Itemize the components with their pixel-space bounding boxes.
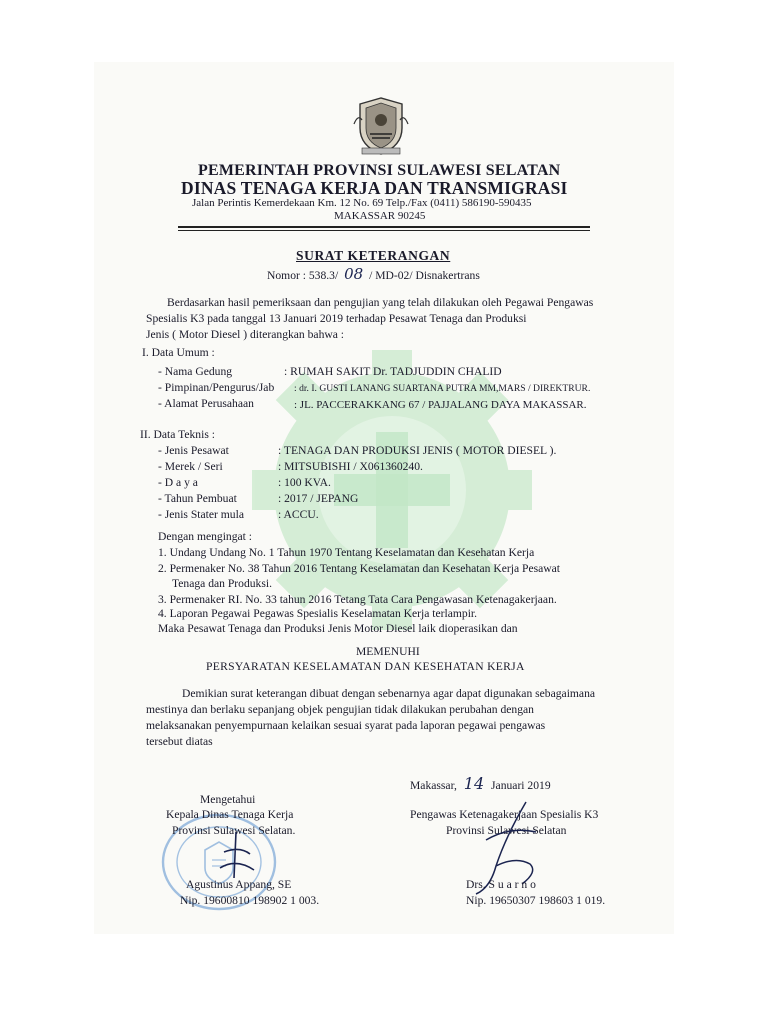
letterhead-rule-thick — [178, 226, 590, 228]
considering-conclusion: Maka Pesawat Tenaga dan Produksi Jenis Motor Diesel laik dioperasikan dan — [158, 622, 518, 635]
intro-line-1: Berdasarkan hasil pemeriksaan dan pengujian yang telah dilakukan oleh Pegawai Pengawas — [167, 296, 594, 309]
technical-label-starter: - Jenis Stater mula — [158, 508, 244, 521]
section-general-heading: I. Data Umum : — [142, 346, 215, 359]
general-value-address: : JL. PACCERAKKANG 67 / PAJJALANG DAYA MAKASSAR. — [294, 399, 587, 411]
general-label-address: - Alamat Perusahaan — [158, 397, 254, 410]
technical-value-brand: : MITSUBISHI / X061360240. — [278, 460, 423, 473]
document-number — [267, 265, 480, 283]
signing-place: Makassar, — [410, 779, 457, 792]
document-number-handwritten: 08 — [344, 265, 364, 283]
general-label-name: - Nama Gedung — [158, 365, 233, 378]
letterhead-address: Jalan Perintis Kemerdekaan Km. 12 No. 69 Telp./Fax (0411) 586190-590435 — [192, 197, 532, 209]
left-signatory-name: Agustinus Appang, SE — [186, 878, 292, 891]
section-technical-heading: II. Data Teknis : — [140, 428, 215, 441]
closing-line-4: tersebut diatas — [146, 735, 213, 748]
technical-label-brand: - Merek / Seri — [158, 460, 223, 473]
letterhead-agency-line: DINAS TENAGA KERJA DAN TRANSMIGRASI — [181, 178, 568, 198]
signing-month-year: Januari 2019 — [491, 779, 551, 792]
letterhead-city: MAKASSAR 90245 — [334, 210, 426, 222]
closing-line-2: mestinya dan berlaku sepanjang objek pengujian tidak dilakukan perubahan dengan — [146, 703, 534, 716]
considering-item-1: 1. Undang Undang No. 1 Tahun 1970 Tentang Keselamatan dan Kesehatan Kerja — [158, 546, 535, 559]
intro-line-2: Spesialis K3 pada tanggal 13 Januari 2019 terhadap Pesawat Tenaga dan Produksi — [146, 312, 527, 325]
technical-value-starter: : ACCU. — [278, 508, 319, 521]
closing-line-1: Demikian surat keterangan dibuat dengan sebenarnya agar dapat digunakan sebagaimana — [182, 687, 596, 700]
signing-date — [410, 774, 551, 793]
document-number-prefix: Nomor : 538.3/ — [267, 269, 339, 282]
considering-item-3: 3. Permenaker RI. No. 33 tahun 2016 Tetang Tata Cara Pengawasan Ketenagakerjaan. — [158, 593, 557, 606]
document-title: SURAT KETERANGAN — [296, 248, 451, 263]
general-label-management: - Pimpinan/Pengurus/Jab — [158, 381, 275, 394]
right-signatory-name: Drs. S u a r n o — [466, 878, 536, 891]
considering-heading: Dengan mengingat : — [158, 530, 253, 543]
considering-item-2-cont: Tenaga dan Produksi. — [172, 577, 272, 590]
left-signatory-province: Provinsi Sulawesi Selatan. — [172, 824, 296, 837]
left-signatory-title: Kepala Dinas Tenaga Kerja — [166, 808, 294, 821]
letterhead-rule-thin — [178, 230, 590, 231]
provincial-coat-of-arms-logo — [352, 94, 410, 156]
letterhead-government-line: PEMERINTAH PROVINSI SULAWESI SELATAN — [198, 162, 561, 179]
closing-line-3: melaksanakan penyempurnaan kelaikan sesuai syarat pada laporan pegawai pengawas — [146, 719, 546, 732]
right-signatory-title: Pengawas Ketenagakerjaan Spesialis K3 — [410, 808, 599, 821]
general-value-name: : RUMAH SAKIT Dr. TADJUDDIN CHALID — [284, 365, 502, 378]
technical-value-power: : 100 KVA. — [278, 476, 331, 489]
technical-value-year: : 2017 / JEPANG — [278, 492, 359, 505]
compliance-statement: MEMENUHI — [356, 645, 420, 658]
left-signatory-nip: Nip. 19600810 198902 1 003. — [180, 894, 320, 907]
intro-line-3: Jenis ( Motor Diesel ) diterangkan bahwa : — [146, 328, 345, 341]
signing-day-handwritten: 14 — [463, 774, 485, 793]
general-value-management: : dr. I. GUSTI LANANG SUARTANA PUTRA MM,MARS / DIREKTRUR. — [294, 383, 591, 394]
technical-label-year: - Tahun Pembuat — [158, 492, 237, 505]
document-number-suffix: / MD-02/ Disnakertrans — [369, 269, 480, 282]
left-signatory-acknowledged: Mengetahui — [200, 793, 256, 806]
right-signatory-province: Provinsi Sulawesi Selatan — [446, 824, 567, 837]
technical-label-power: - D a y a — [158, 476, 198, 489]
compliance-requirements: PERSYARATAN KESELAMATAN DAN KESEHATAN KERJA — [206, 660, 525, 673]
considering-item-2: 2. Permenaker No. 38 Tahun 2016 Tentang Keselamatan dan Kesehatan Kerja Pesawat — [158, 562, 560, 575]
considering-item-4: 4. Laporan Pegawai Pegawas Spesialis Keselamatan Kerja terlampir. — [158, 607, 478, 620]
technical-value-type: : TENAGA DAN PRODUKSI JENIS ( MOTOR DIESEL ). — [278, 444, 557, 457]
right-signatory-nip: Nip. 19650307 198603 1 019. — [466, 894, 606, 907]
technical-label-type: - Jenis Pesawat — [158, 444, 229, 457]
